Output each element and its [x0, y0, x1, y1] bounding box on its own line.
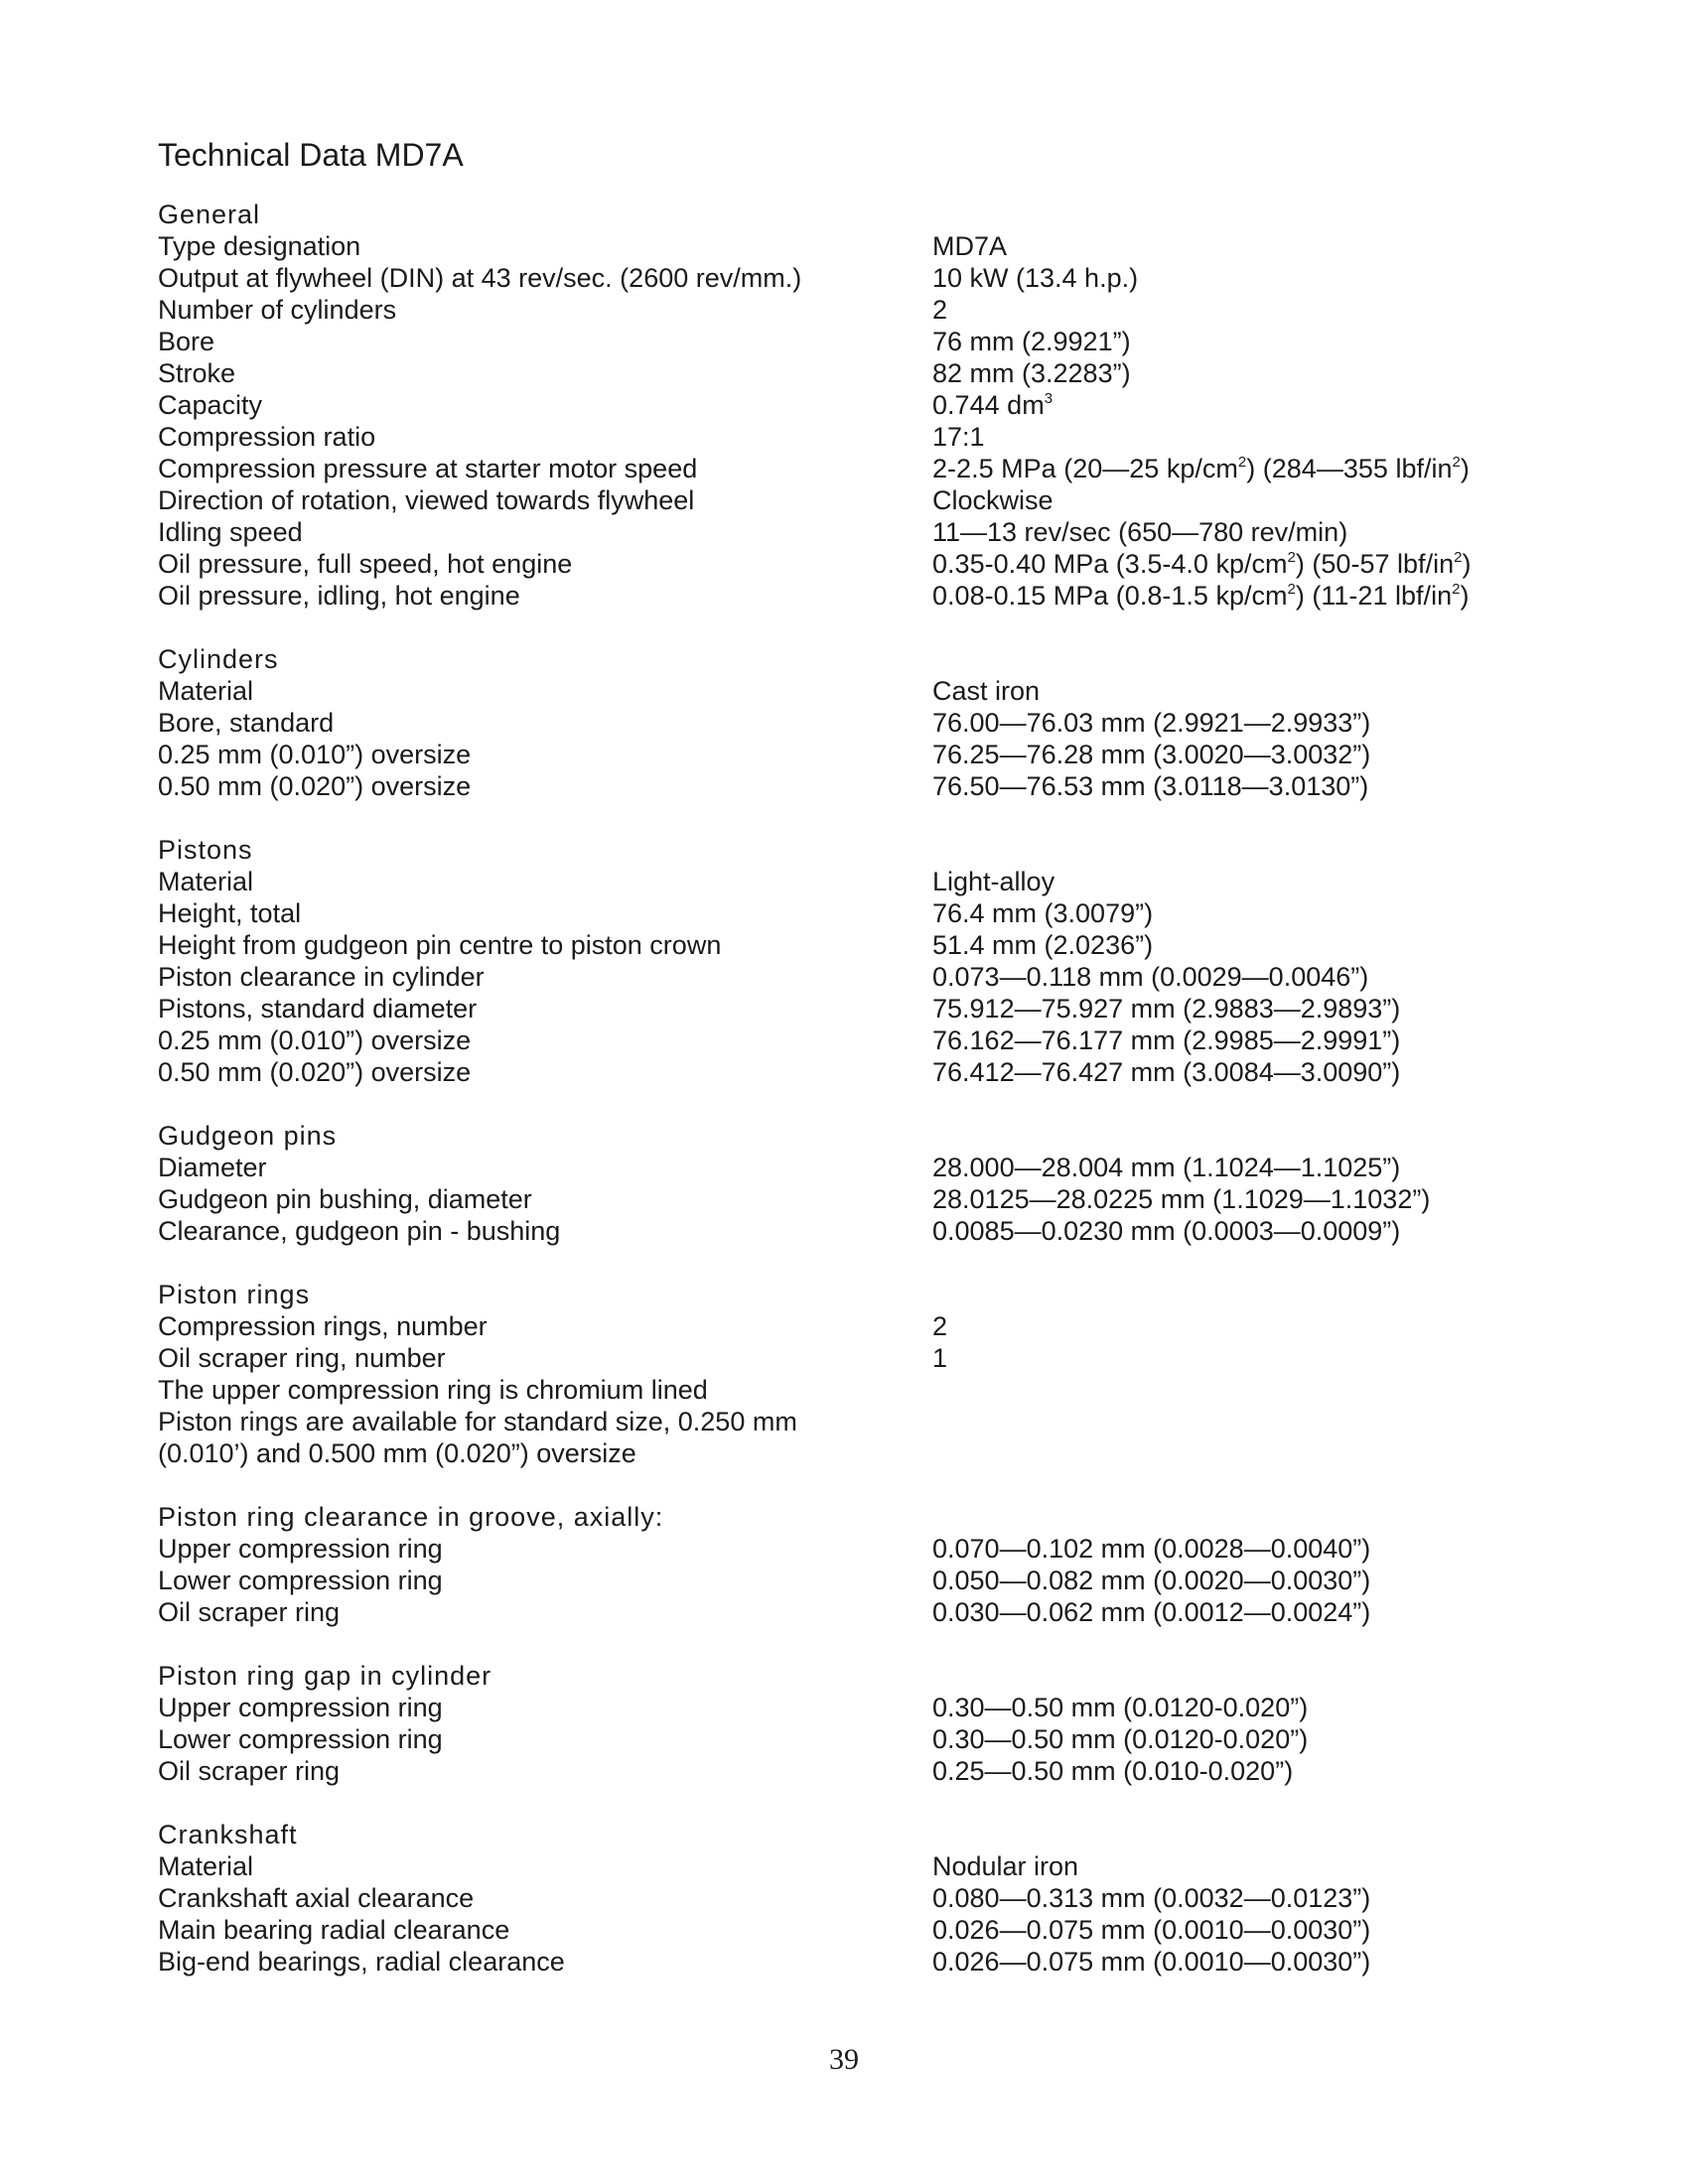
spec-label: Oil pressure, full speed, hot engine: [158, 549, 573, 579]
spec-label: Material: [158, 867, 254, 896]
spec-row: [158, 1406, 1548, 1437]
spec-row: [158, 929, 1548, 961]
spec-value: 76.50—76.53 mm (3.0118—3.0130”): [932, 771, 1369, 801]
spec-label: Piston rings are available for standard size, 0.250 mm: [158, 1407, 797, 1436]
section-heading: Piston ring clearance in groove, axially:: [158, 1502, 664, 1532]
spec-label: Oil pressure, idling, hot engine: [158, 581, 520, 611]
page-title: Technical Data MD7A: [158, 137, 464, 173]
spec-label: Compression rings, number: [158, 1311, 488, 1341]
spec-label: Oil scraper ring: [158, 1597, 341, 1627]
page-number: 39: [829, 2043, 859, 2076]
spec-value: 0.08-0.15 MPa (0.8-1.5 $kp/cm^2$) (11-21 lbf/$in^2$): [932, 581, 1470, 611]
spec-row: [158, 866, 1548, 897]
spec-row: [158, 1914, 1548, 1946]
spec-label: 0.50 mm (0.020”) oversize: [158, 1057, 472, 1087]
spec-row: [158, 357, 1548, 389]
spec-label: 0.25 mm (0.010”) oversize: [158, 1025, 472, 1055]
spec-row: [158, 961, 1548, 993]
spec-row: [158, 484, 1548, 516]
section-heading: Pistons: [158, 835, 253, 865]
section-heading: Crankshaft: [158, 1820, 298, 1849]
spec-value: Cast iron: [932, 676, 1041, 706]
spec-label: Stroke: [158, 358, 236, 388]
spec-label: Upper compression ring: [158, 1534, 443, 1564]
spec-row: [158, 389, 1548, 421]
spec-value: Light-alloy: [932, 867, 1055, 896]
spec-label: Bore: [158, 327, 215, 356]
section-heading: Cylinders: [158, 644, 279, 674]
spec-row: [158, 1755, 1548, 1787]
spec-row: [158, 1692, 1548, 1723]
spec-row: [158, 453, 1548, 484]
spec-section: [158, 643, 1548, 802]
spec-label: Height from gudgeon pin centre to piston crown: [158, 930, 722, 960]
spec-row: [158, 993, 1548, 1024]
spec-label: Main bearing radial clearance: [158, 1915, 510, 1945]
spec-value: 76.162—76.177 mm (2.9985—2.9991”): [932, 1025, 1401, 1055]
spec-value: 82 mm (3.2283”): [932, 358, 1131, 388]
spec-row: [158, 1152, 1548, 1183]
spec-label: Clearance, gudgeon pin - bushing: [158, 1216, 561, 1246]
spec-value: 0.30—0.50 mm (0.0120-0.020”): [932, 1724, 1309, 1754]
spec-value: 28.000—28.004 mm (1.1024—1.1025”): [932, 1153, 1401, 1182]
section-heading: General: [158, 200, 261, 229]
spec-row: [158, 707, 1548, 739]
spec-label: Material: [158, 1851, 254, 1881]
spec-value: 0.080—0.313 mm (0.0032—0.0123”): [932, 1883, 1371, 1913]
spec-label: Oil scraper ring: [158, 1756, 341, 1786]
spec-value: 0.30—0.50 mm (0.0120-0.020”): [932, 1693, 1309, 1722]
spec-value: 0.0085—0.0230 mm (0.0003—0.0009”): [932, 1216, 1401, 1246]
spec-row: [158, 1056, 1548, 1088]
spec-value: 0.070—0.102 mm (0.0028—0.0040”): [932, 1534, 1371, 1564]
spec-row: [158, 1533, 1548, 1565]
spec-section: [158, 1501, 1548, 1628]
spec-label: Pistons, standard diameter: [158, 994, 478, 1024]
spec-row: [158, 1437, 1548, 1469]
spec-section: [158, 1279, 1548, 1469]
spec-row: [158, 230, 1548, 262]
spec-value: 51.4 mm (2.0236”): [932, 930, 1154, 960]
spec-section: [158, 1120, 1548, 1247]
spec-value: 76.4 mm (3.0079”): [932, 898, 1154, 928]
section-heading: Piston ring gap in cylinder: [158, 1661, 492, 1691]
spec-row: [158, 1723, 1548, 1755]
spec-value: 0.744 $dm^3$: [932, 390, 1054, 420]
spec-row: [158, 1946, 1548, 1978]
spec-value: 75.912—75.927 mm (2.9883—2.9893”): [932, 994, 1401, 1024]
section-heading: Gudgeon pins: [158, 1121, 338, 1151]
spec-value: 0.026—0.075 mm (0.0010—0.0030”): [932, 1915, 1371, 1945]
spec-row: [158, 1024, 1548, 1056]
spec-value: Clockwise: [932, 485, 1054, 515]
spec-label: Gudgeon pin bushing, diameter: [158, 1184, 532, 1214]
spec-row: [158, 580, 1548, 612]
spec-label: Idling speed: [158, 517, 303, 547]
spec-row: [158, 739, 1548, 770]
spec-value: 17:1: [932, 422, 985, 452]
spec-label: Output at flywheel (DIN) at 43 rev/sec. (2600 rev/mm.): [158, 263, 802, 293]
spec-value: 76.25—76.28 mm (3.0020—3.0032”): [932, 740, 1371, 769]
spec-value: MD7A: [932, 231, 1008, 261]
spec-label: Number of cylinders: [158, 295, 397, 325]
spec-section: [158, 834, 1548, 1088]
spec-value: 76.00—76.03 mm (2.9921—2.9933”): [932, 708, 1371, 738]
spec-value: 0.073—0.118 mm (0.0029—0.0046”): [932, 962, 1369, 992]
spec-value: Nodular iron: [932, 1851, 1079, 1881]
spec-value: 28.0125—28.0225 mm (1.1029—1.1032”): [932, 1184, 1431, 1214]
spec-label: Compression pressure at starter motor speed: [158, 454, 698, 483]
spec-row: [158, 1850, 1548, 1882]
spec-label: Material: [158, 676, 254, 706]
spec-label: Lower compression ring: [158, 1724, 443, 1754]
spec-label: Bore, standard: [158, 708, 335, 738]
section-heading: Piston rings: [158, 1280, 311, 1309]
spec-row: [158, 1374, 1548, 1406]
spec-label: Direction of rotation, viewed towards flywheel: [158, 485, 695, 515]
spec-row: [158, 1342, 1548, 1374]
spec-label: Diameter: [158, 1153, 267, 1182]
spec-row: [158, 1882, 1548, 1914]
spec-row: [158, 326, 1548, 357]
spec-value: 11—13 rev/sec (650—780 rev/min): [932, 517, 1348, 547]
spec-row: [158, 262, 1548, 294]
spec-label: Height, total: [158, 898, 302, 928]
spec-value: 0.030—0.062 mm (0.0012—0.0024”): [932, 1597, 1371, 1627]
spec-row: [158, 897, 1548, 929]
spec-label: Big-end bearings, radial clearance: [158, 1947, 565, 1977]
spec-value: 10 kW (13.4 h.p.): [932, 263, 1139, 293]
spec-value: 0.050—0.082 mm (0.0020—0.0030”): [932, 1566, 1371, 1595]
spec-section: [158, 1819, 1548, 1978]
spec-section: [158, 199, 1548, 612]
spec-label: Lower compression ring: [158, 1566, 443, 1595]
technical-data-page: [158, 135, 1548, 2009]
spec-row: [158, 548, 1548, 580]
spec-value: 2: [932, 1311, 948, 1341]
spec-label: Oil scraper ring, number: [158, 1343, 446, 1373]
spec-label: Compression ratio: [158, 422, 376, 452]
spec-section: [158, 1660, 1548, 1787]
spec-value: 0.026—0.075 mm (0.0010—0.0030”): [932, 1947, 1371, 1977]
spec-label: Capacity: [158, 390, 263, 420]
spec-row: [158, 1215, 1548, 1247]
spec-row: [158, 294, 1548, 326]
spec-sections: [158, 199, 1548, 1978]
spec-row: [158, 675, 1548, 707]
spec-value: 2: [932, 295, 948, 325]
spec-value: 1: [932, 1343, 948, 1373]
spec-row: [158, 1565, 1548, 1596]
spec-value: 0.35-0.40 MPa (3.5-4.0 $kp/cm^2$) (50-57 lbf/$in^2$): [932, 549, 1472, 579]
spec-row: [158, 516, 1548, 548]
spec-label: Piston clearance in cylinder: [158, 962, 485, 992]
spec-label: Crankshaft axial clearance: [158, 1883, 475, 1913]
spec-label: 0.50 mm (0.020”) oversize: [158, 771, 472, 801]
spec-row: [158, 1183, 1548, 1215]
spec-row: [158, 770, 1548, 802]
spec-value: 0.25—0.50 mm (0.010-0.020”): [932, 1756, 1294, 1786]
spec-row: [158, 421, 1548, 453]
spec-value: 76.412—76.427 mm (3.0084—3.0090”): [932, 1057, 1401, 1087]
spec-value: 76 mm (2.9921”): [932, 327, 1131, 356]
spec-value: 2-2.5 MPa (20—25 $kp/cm^2$) (284—355 lbf/$in^2$): [932, 454, 1470, 483]
spec-label: Upper compression ring: [158, 1693, 443, 1722]
spec-label: Type designation: [158, 231, 361, 261]
spec-row: [158, 1596, 1548, 1628]
spec-label: The upper compression ring is chromium lined: [158, 1375, 708, 1405]
spec-label: 0.25 mm (0.010”) oversize: [158, 740, 472, 769]
spec-row: [158, 1310, 1548, 1342]
spec-label: (0.010’) and 0.500 mm (0.020”) oversize: [158, 1438, 636, 1468]
